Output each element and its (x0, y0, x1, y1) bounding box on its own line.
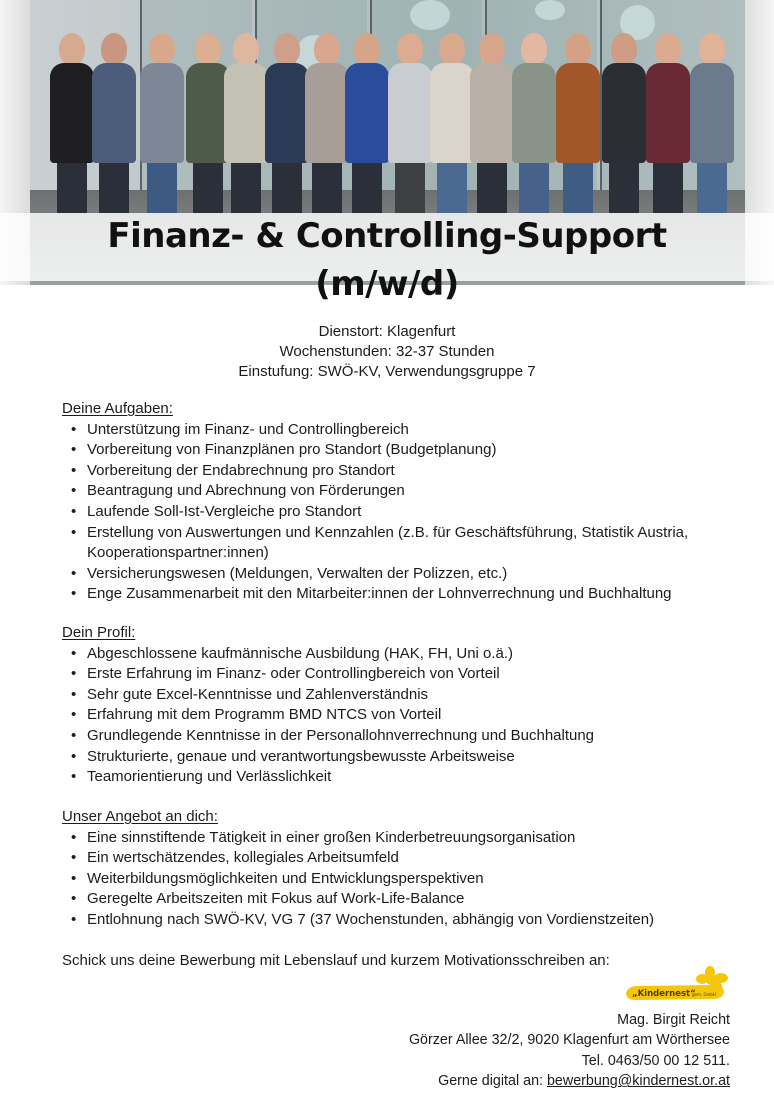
photo-person (470, 33, 514, 213)
photo-person (646, 33, 690, 213)
offer-section (62, 807, 654, 931)
list-item: • Erste Erfahrung im Finanz- oder Controllingbereich von Vorteil (87, 664, 594, 685)
contact-phone: Tel. 0463/50 00 12 511. (581, 1052, 730, 1069)
offer-list (62, 828, 654, 931)
list-item: • Erfahrung mit dem Programm BMD NTCS von Vorteil (87, 705, 594, 726)
photo-person (50, 33, 94, 213)
list-item: • Ein wertschätzendes, kollegiales Arbeitsumfeld (87, 848, 654, 869)
photo-person (305, 33, 349, 213)
photo-window-decal (535, 0, 565, 20)
flower-logo-icon (624, 965, 732, 1005)
list-item: • Versicherungswesen (Meldungen, Verwalten der Polizzen, etc.) (87, 564, 737, 585)
tasks-section (62, 399, 737, 605)
list-item: • Geregelte Arbeitszeiten mit Fokus auf Work-Life-Balance (87, 889, 654, 910)
list-item: • Strukturierte, genaue und verantwortungsbewusste Arbeitsweise (87, 747, 594, 768)
profile-list (62, 644, 594, 788)
job-classification: Einstufung: SWÖ-KV, Verwendungsgruppe 7 (238, 363, 536, 380)
photo-window-decal (410, 0, 450, 30)
photo-person (224, 33, 268, 213)
photo-person (602, 33, 646, 213)
list-item: • Eine sinnstiftende Tätigkeit in einer großen Kinderbetreuungsorganisation (87, 828, 654, 849)
offer-heading: Unser Angebot an dich: (62, 808, 218, 825)
job-meta (0, 322, 774, 382)
tasks-heading: Deine Aufgaben: (62, 400, 173, 417)
logo-wordmark: „Kindernest“ (632, 989, 696, 999)
list-item: • Vorbereitung von Finanzplänen pro Standort (Budgetplanung) (87, 440, 737, 461)
list-item: • Enge Zusammenarbeit mit den Mitarbeiter:innen der Lohnverrechnung und Buchhaltung (87, 584, 737, 605)
list-item: • Beantragung und Abrechnung von Förderungen (87, 481, 737, 502)
kindernest-logo (624, 965, 732, 1005)
photo-person (92, 33, 136, 213)
contact-email-prefix: Gerne digital an: (438, 1073, 547, 1090)
contact-email-line (409, 1071, 730, 1091)
job-hours: Wochenstunden: 32-37 Stunden (279, 343, 495, 360)
contact-name: Mag. Birgit Reicht (617, 1012, 730, 1028)
list-item: • Teamorientierung und Verlässlichkeit (87, 767, 594, 788)
job-title: Finanz- & Controlling-Support (107, 216, 667, 256)
list-item: • Grundlegende Kenntnisse in der Personallohnverrechnung und Buchhaltung (87, 726, 594, 747)
contact-block (409, 1010, 730, 1092)
list-item: • Sehr gute Excel-Kenntnisse und Zahlenverständnis (87, 685, 594, 706)
photo-person (690, 33, 734, 213)
profile-heading: Dein Profil: (62, 624, 136, 641)
contact-email-link[interactable]: bewerbung@kindernest.or.at (546, 1073, 730, 1090)
list-item: • Weiterbildungsmöglichkeiten und Entwicklungsperspektiven (87, 869, 654, 890)
job-title-gender-note: (m/w/d) (315, 264, 459, 304)
profile-section (62, 623, 594, 788)
tasks-list (62, 420, 737, 605)
list-item: • Vorbereitung der Endabrechnung pro Standort (87, 461, 737, 482)
photo-person (556, 33, 600, 213)
photo-person (512, 33, 556, 213)
job-location: Dienstort: Klagenfurt (318, 323, 456, 340)
list-item: • Laufende Soll-Ist-Vergleiche pro Standort (87, 502, 737, 523)
photo-person (265, 33, 309, 213)
application-call-to-action: Schick uns deine Bewerbung mit Lebenslauf und kurzem Motivationsschreiben an: (62, 952, 610, 969)
list-item: • Unterstützung im Finanz- und Controllingbereich (87, 420, 737, 441)
contact-address: Görzer Allee 32/2, 9020 Klagenfurt am Wörthersee (408, 1032, 730, 1049)
list-item: • Entlohnung nach SWÖ-KV, VG 7 (37 Wochenstunden, abhängig von Vordienstzeiten) (87, 910, 654, 931)
logo-suffix: gem. GmbH (692, 992, 716, 997)
list-item: • Abgeschlossene kaufmännische Ausbildung (HAK, FH, Uni o.ä.) (87, 644, 594, 665)
photo-person (140, 33, 184, 213)
photo-person (430, 33, 474, 213)
list-item: • Erstellung von Auswertungen und Kennzahlen (z.B. für Geschäftsführung, Statistik Austria, Kooperationspartner:innen) (87, 523, 737, 564)
photo-person (388, 33, 432, 213)
photo-person (345, 33, 389, 213)
